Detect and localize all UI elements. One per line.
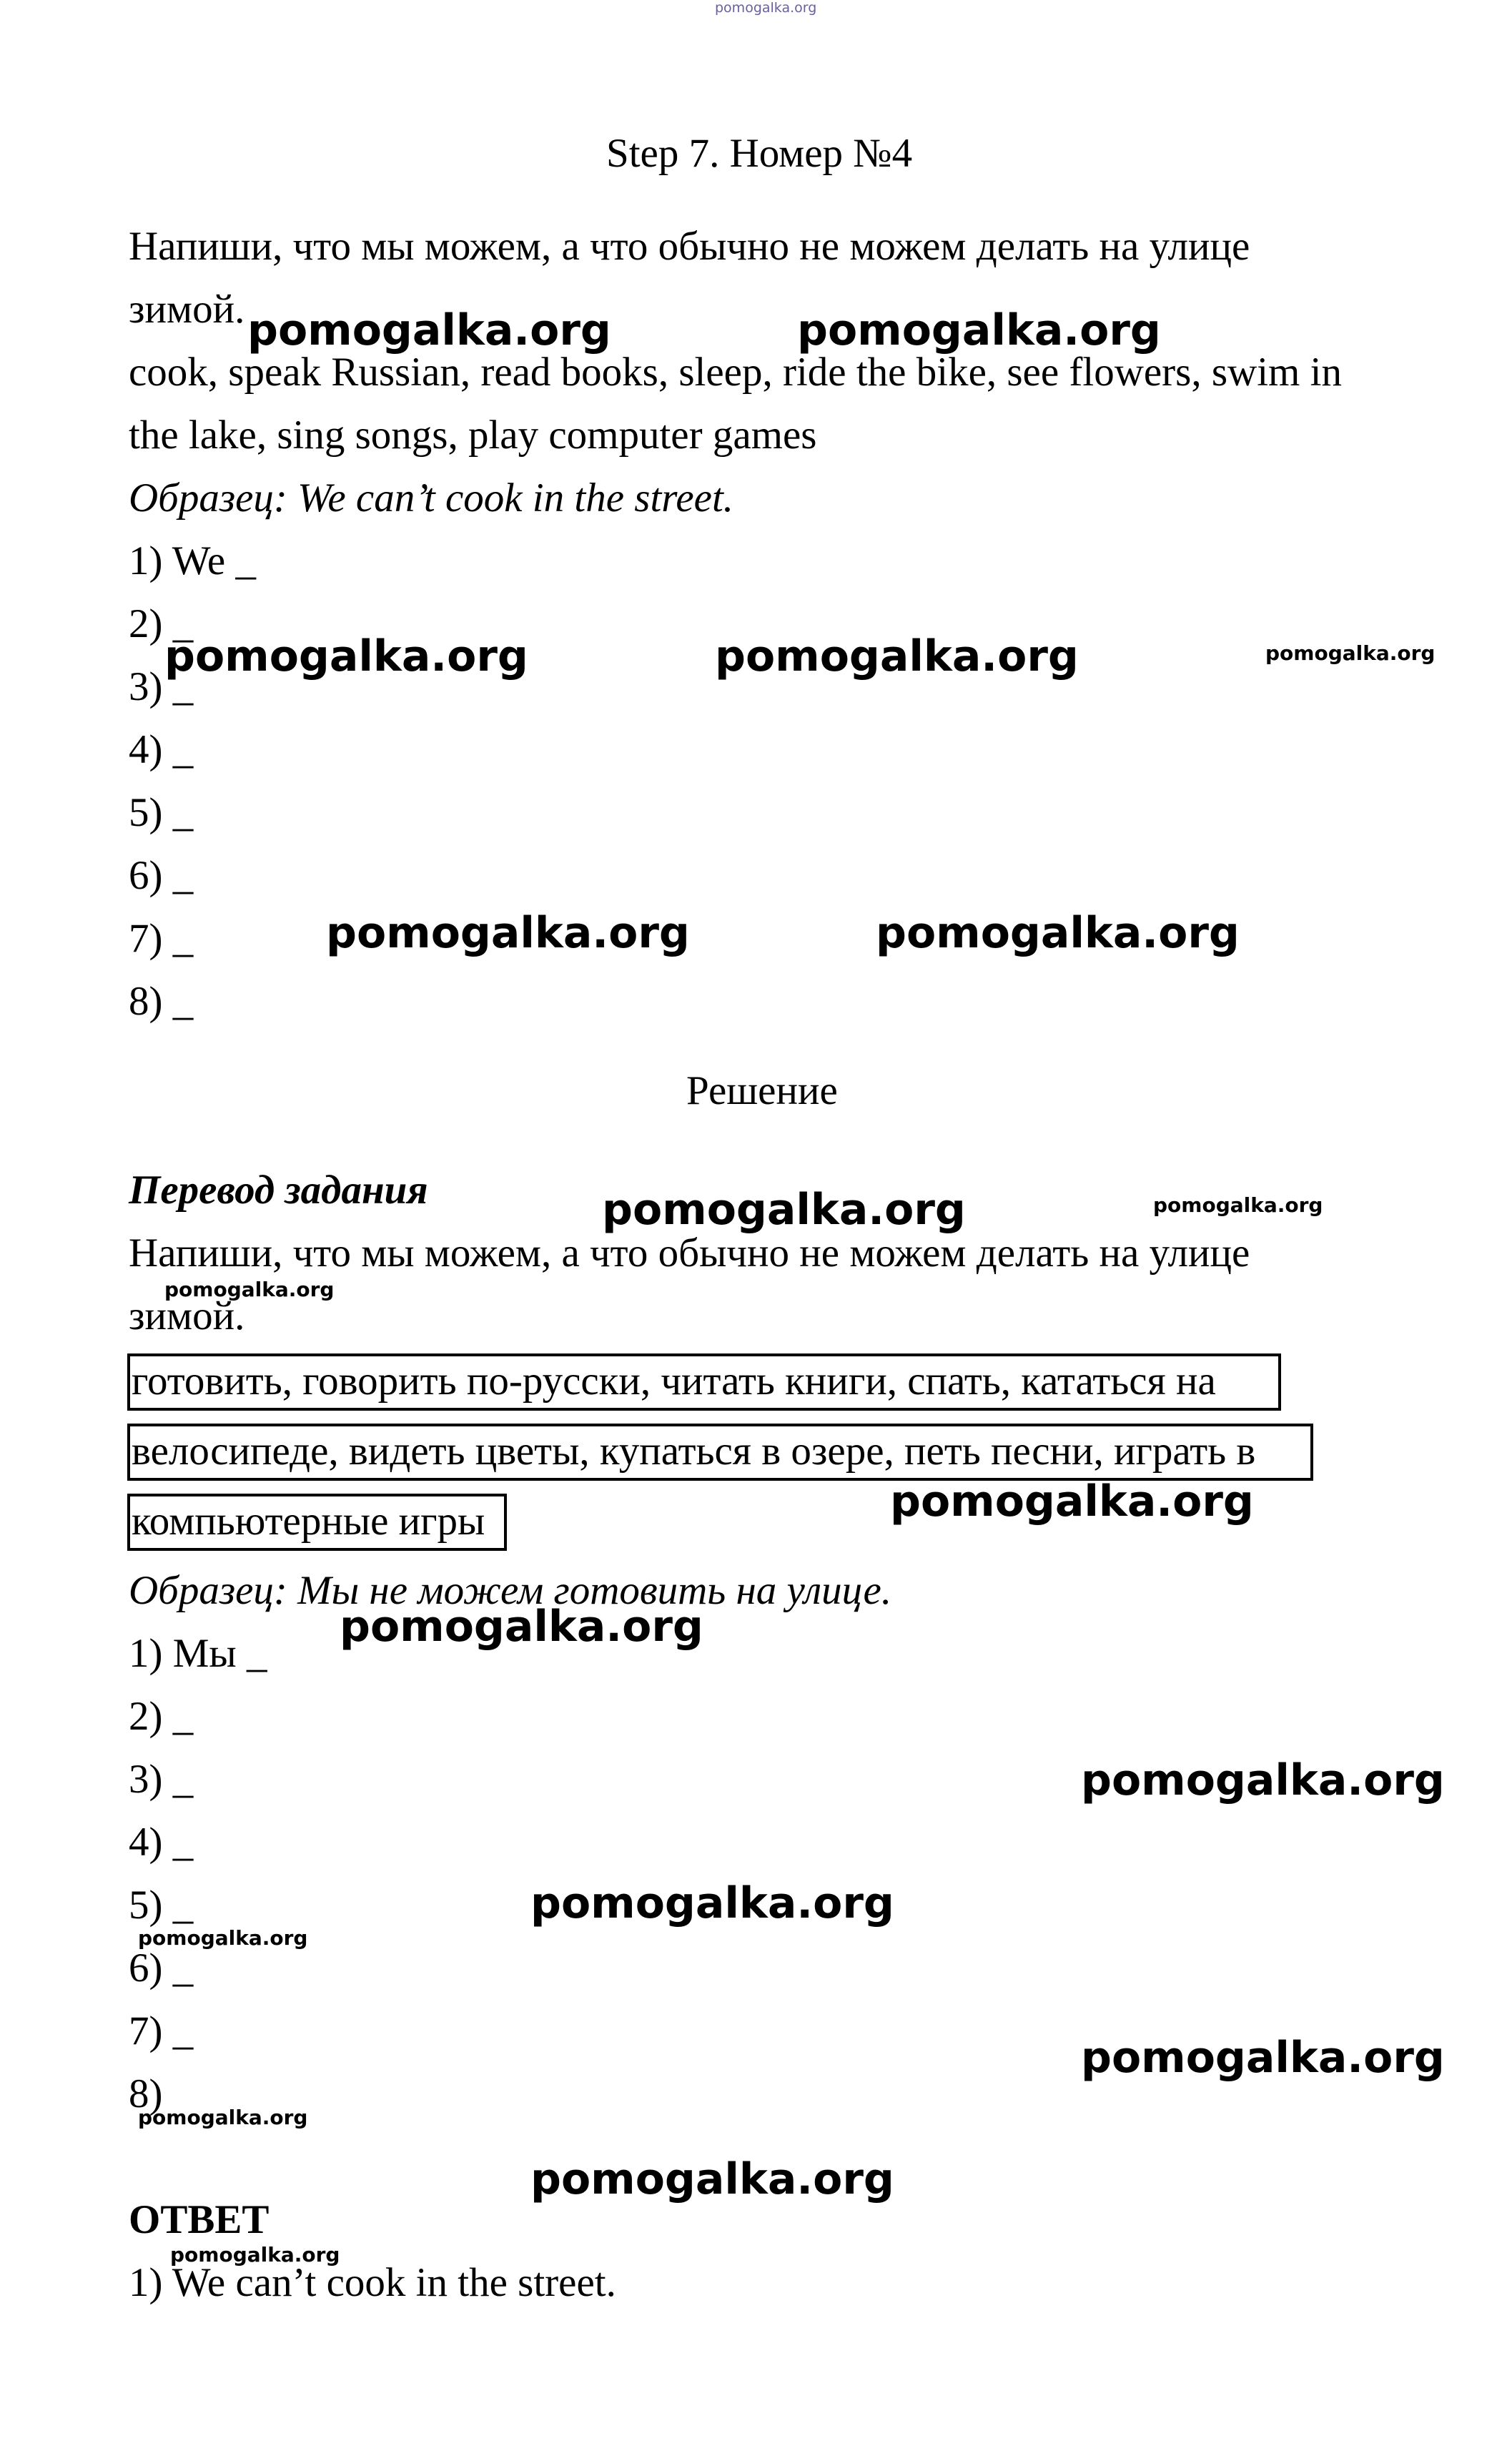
task-words-line1: cook, speak Russian, read books, sleep, ride the bike, see flowers, swim in [129,350,1342,395]
task-instruction-line1: Напиши, что мы можем, а что обычно не можем делать на улице [129,224,1250,269]
solution-instruction-line1: Напиши, что мы можем, а что обычно не можем делать на улице [129,1231,1250,1276]
task-item: 8) _ [129,979,194,1024]
watermark: pomogalka.org [138,2106,308,2129]
watermark: pomogalka.org [530,1878,894,1928]
boxed-words-line1: готовить, говорить по-русски, читать книги, спать, кататься на [127,1353,1281,1411]
task-words-line2: the lake, sing songs, play computer games [129,413,817,458]
task-item: 7) _ [129,916,194,961]
watermark: pomogalka.org [164,631,528,681]
solution-item: 1) Мы _ [129,1631,267,1676]
watermark: pomogalka.org [1265,641,1436,665]
task-item: 6) _ [129,853,194,898]
watermark: pomogalka.org [715,631,1079,681]
task-example: Образец: We can’t cook in the street. [129,475,734,521]
solution-heading: Решение [686,1068,838,1113]
task-item: 5) _ [129,790,194,835]
solution-item: 6) _ [129,1945,194,1991]
solution-instruction-line2: зимой. [129,1293,245,1338]
watermark: pomogalka.org [1081,1755,1445,1805]
watermark: pomogalka.org [138,1926,308,1950]
watermark: pomogalka.org [164,1278,335,1301]
boxed-words-line3: компьютерные игры [127,1494,507,1551]
header-watermark: pomogalka.org [715,0,817,16]
answer-line: 1) We can’t cook in the street. [129,2260,616,2305]
watermark: pomogalka.org [247,305,611,355]
watermark: pomogalka.org [876,908,1240,958]
watermark: pomogalka.org [797,305,1161,355]
translation-heading: Перевод задания [129,1168,428,1213]
watermark: pomogalka.org [1153,1193,1323,1217]
solution-item: 2) _ [129,1694,194,1739]
solution-item: 3) _ [129,1757,194,1802]
solution-item: 4) _ [129,1820,194,1865]
watermark: pomogalka.org [530,2154,894,2204]
watermark: pomogalka.org [602,1185,966,1235]
boxed-words-line2: велосипеде, видеть цветы, купаться в озере, петь песни, играть в [127,1424,1313,1481]
watermark: pomogalka.org [1081,2033,1445,2083]
watermark: pomogalka.org [340,1602,703,1652]
solution-example: Образец: Мы не можем готовить на улице. [129,1568,892,1613]
page-title: Step 7. Номер №4 [606,131,913,176]
task-item: 4) _ [129,727,194,772]
task-item: 1) We _ [129,538,256,583]
solution-item: 7) _ [129,2008,194,2053]
watermark: pomogalka.org [170,2243,340,2267]
task-item: 3) _ [129,664,194,709]
task-item: 2) _ [129,601,194,646]
watermark: pomogalka.org [326,908,690,958]
solution-item: 5) _ [129,1883,194,1928]
task-instruction-line2: зимой. [129,287,245,332]
watermark: pomogalka.org [890,1476,1254,1527]
solution-item: 8) [129,2071,163,2116]
answer-heading: ОТВЕТ [129,2197,270,2242]
